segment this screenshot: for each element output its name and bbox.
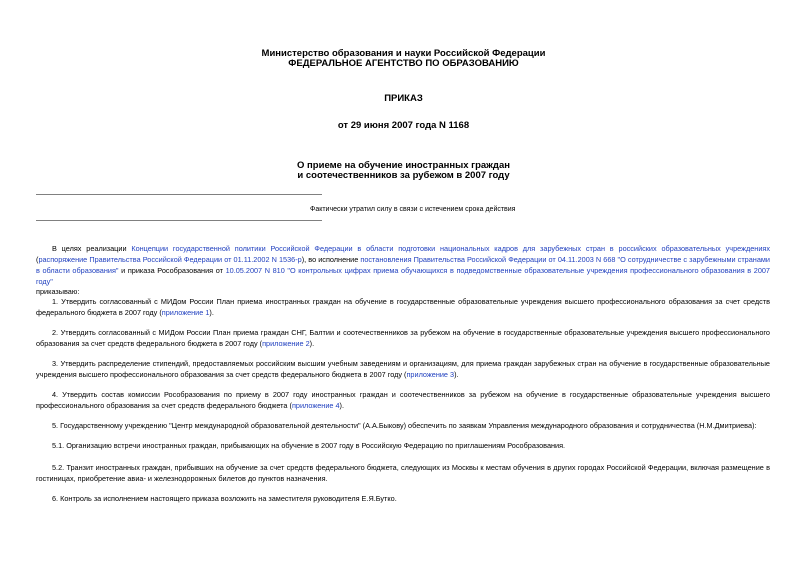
item-3-end: ).	[454, 370, 459, 379]
doc-title-line1: О приеме на обучение иностранных граждан	[297, 160, 510, 171]
link-resolution-668[interactable]: постановления Правительства Российской Федерации от 04.11.2003 N 668 "О сотрудничестве с зарубежными странами в области образования"	[36, 255, 770, 275]
link-government-order[interactable]: распоряжение Правительства Российской Федерации от 01.11.2002 N 1536-р	[38, 255, 302, 264]
item-2	[36, 327, 770, 349]
doc-type: ПРИКАЗ	[384, 93, 423, 104]
link-appendix-4[interactable]: приложение 4	[291, 401, 340, 410]
item-1-text: 1. Утвердить согласованный с МИДом России План приема иностранных граждан на обучение в государственные образовательные учреждения высшего профессионального образования за счет средств федерального бюджета в 2007 году (	[36, 297, 770, 317]
status-note: Фактически утратил силу в связи с истечением срока действия	[310, 206, 516, 213]
link-appendix-2[interactable]: приложение 2	[262, 339, 310, 348]
preamble-text-4: и приказа Рособразования от	[118, 266, 226, 275]
preamble-text-1: В целях реализации	[52, 244, 132, 253]
link-appendix-1[interactable]: приложение 1	[161, 308, 210, 317]
link-order-810[interactable]: 10.05.2007 N 810 "О контрольных цифрах приема обучающихся в подведомственные образовательные учреждения профессионального образования в 2007 году"	[36, 266, 770, 286]
item-3	[36, 358, 770, 380]
divider-top	[36, 194, 322, 195]
item-4-end: ).	[339, 401, 345, 410]
item-4-text: 4. Утвердить состав комиссии Рособразования по приему в 2007 году иностранных граждан и соотечественников за рубежом на обучение в государственные образовательные учреждения высшего профессионального образования за счет средств федерального бюджета (	[36, 390, 770, 410]
preamble-text-2: (	[36, 255, 39, 264]
item-1	[36, 296, 770, 318]
item-5-2: 5.2. Транзит иностранных граждан, прибывших на обучение за счет средств федерального бюджета, следующих из Москвы к местам обучения в других городах Российской Федерации, включая размещение в гостиницах, приобретение авиа- и железнодорожных билетов до пунктов назначения.	[36, 463, 770, 483]
item-5-1: 5.1. Организацию встречи иностранных граждан, прибывающих на обучение в 2007 году в Российскую Федерацию по приглашениям Рособразования.	[52, 441, 566, 450]
link-appendix-3[interactable]: приложение 3	[406, 370, 455, 379]
item-3-text: 3. Утвердить распределение стипендий, предоставляемых российским высшим учебным заведениям и организациям, для приема граждан зарубежных стран на обучение в государственные образовательные учреждения высшего профессионального образования за счет средств федерального бюджета в 2007 году (	[36, 359, 770, 379]
link-concept[interactable]: Концепции государственной политики Российской Федерации в области подготовки национальных кадров для зарубежных стран в российских образовательных учреждениях	[131, 244, 771, 253]
preamble-text-3: ), во исполнение	[301, 255, 361, 264]
item-1-end: ).	[209, 308, 214, 317]
ministry-name: Министерство образования и науки Российской Федерации	[261, 48, 546, 59]
doc-title-line2: и соотечественников за рубежом в 2007 году	[297, 170, 510, 181]
item-4	[36, 389, 770, 411]
doc-date-number: от 29 июня 2007 года N 1168	[337, 120, 470, 131]
prikazyvayu: приказываю:	[36, 287, 80, 296]
agency-name: ФЕДЕРАЛЬНОЕ АГЕНТСТВО ПО ОБРАЗОВАНИЮ	[288, 58, 519, 69]
item-5: 5. Государственному учреждению "Центр международной образовательной деятельности" (А.А.Быкову) обеспечить по заявкам Управления международного образования и сотрудничества (Н.М.Дмитриева):	[52, 421, 757, 430]
item-6: 6. Контроль за исполнением настоящего приказа возложить на заместителя руководителя Е.Я.Бутко.	[52, 494, 397, 503]
preamble	[36, 243, 770, 287]
item-2-end: ).	[309, 339, 315, 348]
item-2-text: 2. Утвердить согласованный с МИДом России План приема граждан СНГ, Балтии и соотечественников за рубежом на обучение в государственные образовательные учреждения высшего профессионального образования за счет средств федерального бюджета в 2007 году (	[36, 328, 770, 348]
divider-bottom	[36, 220, 322, 221]
